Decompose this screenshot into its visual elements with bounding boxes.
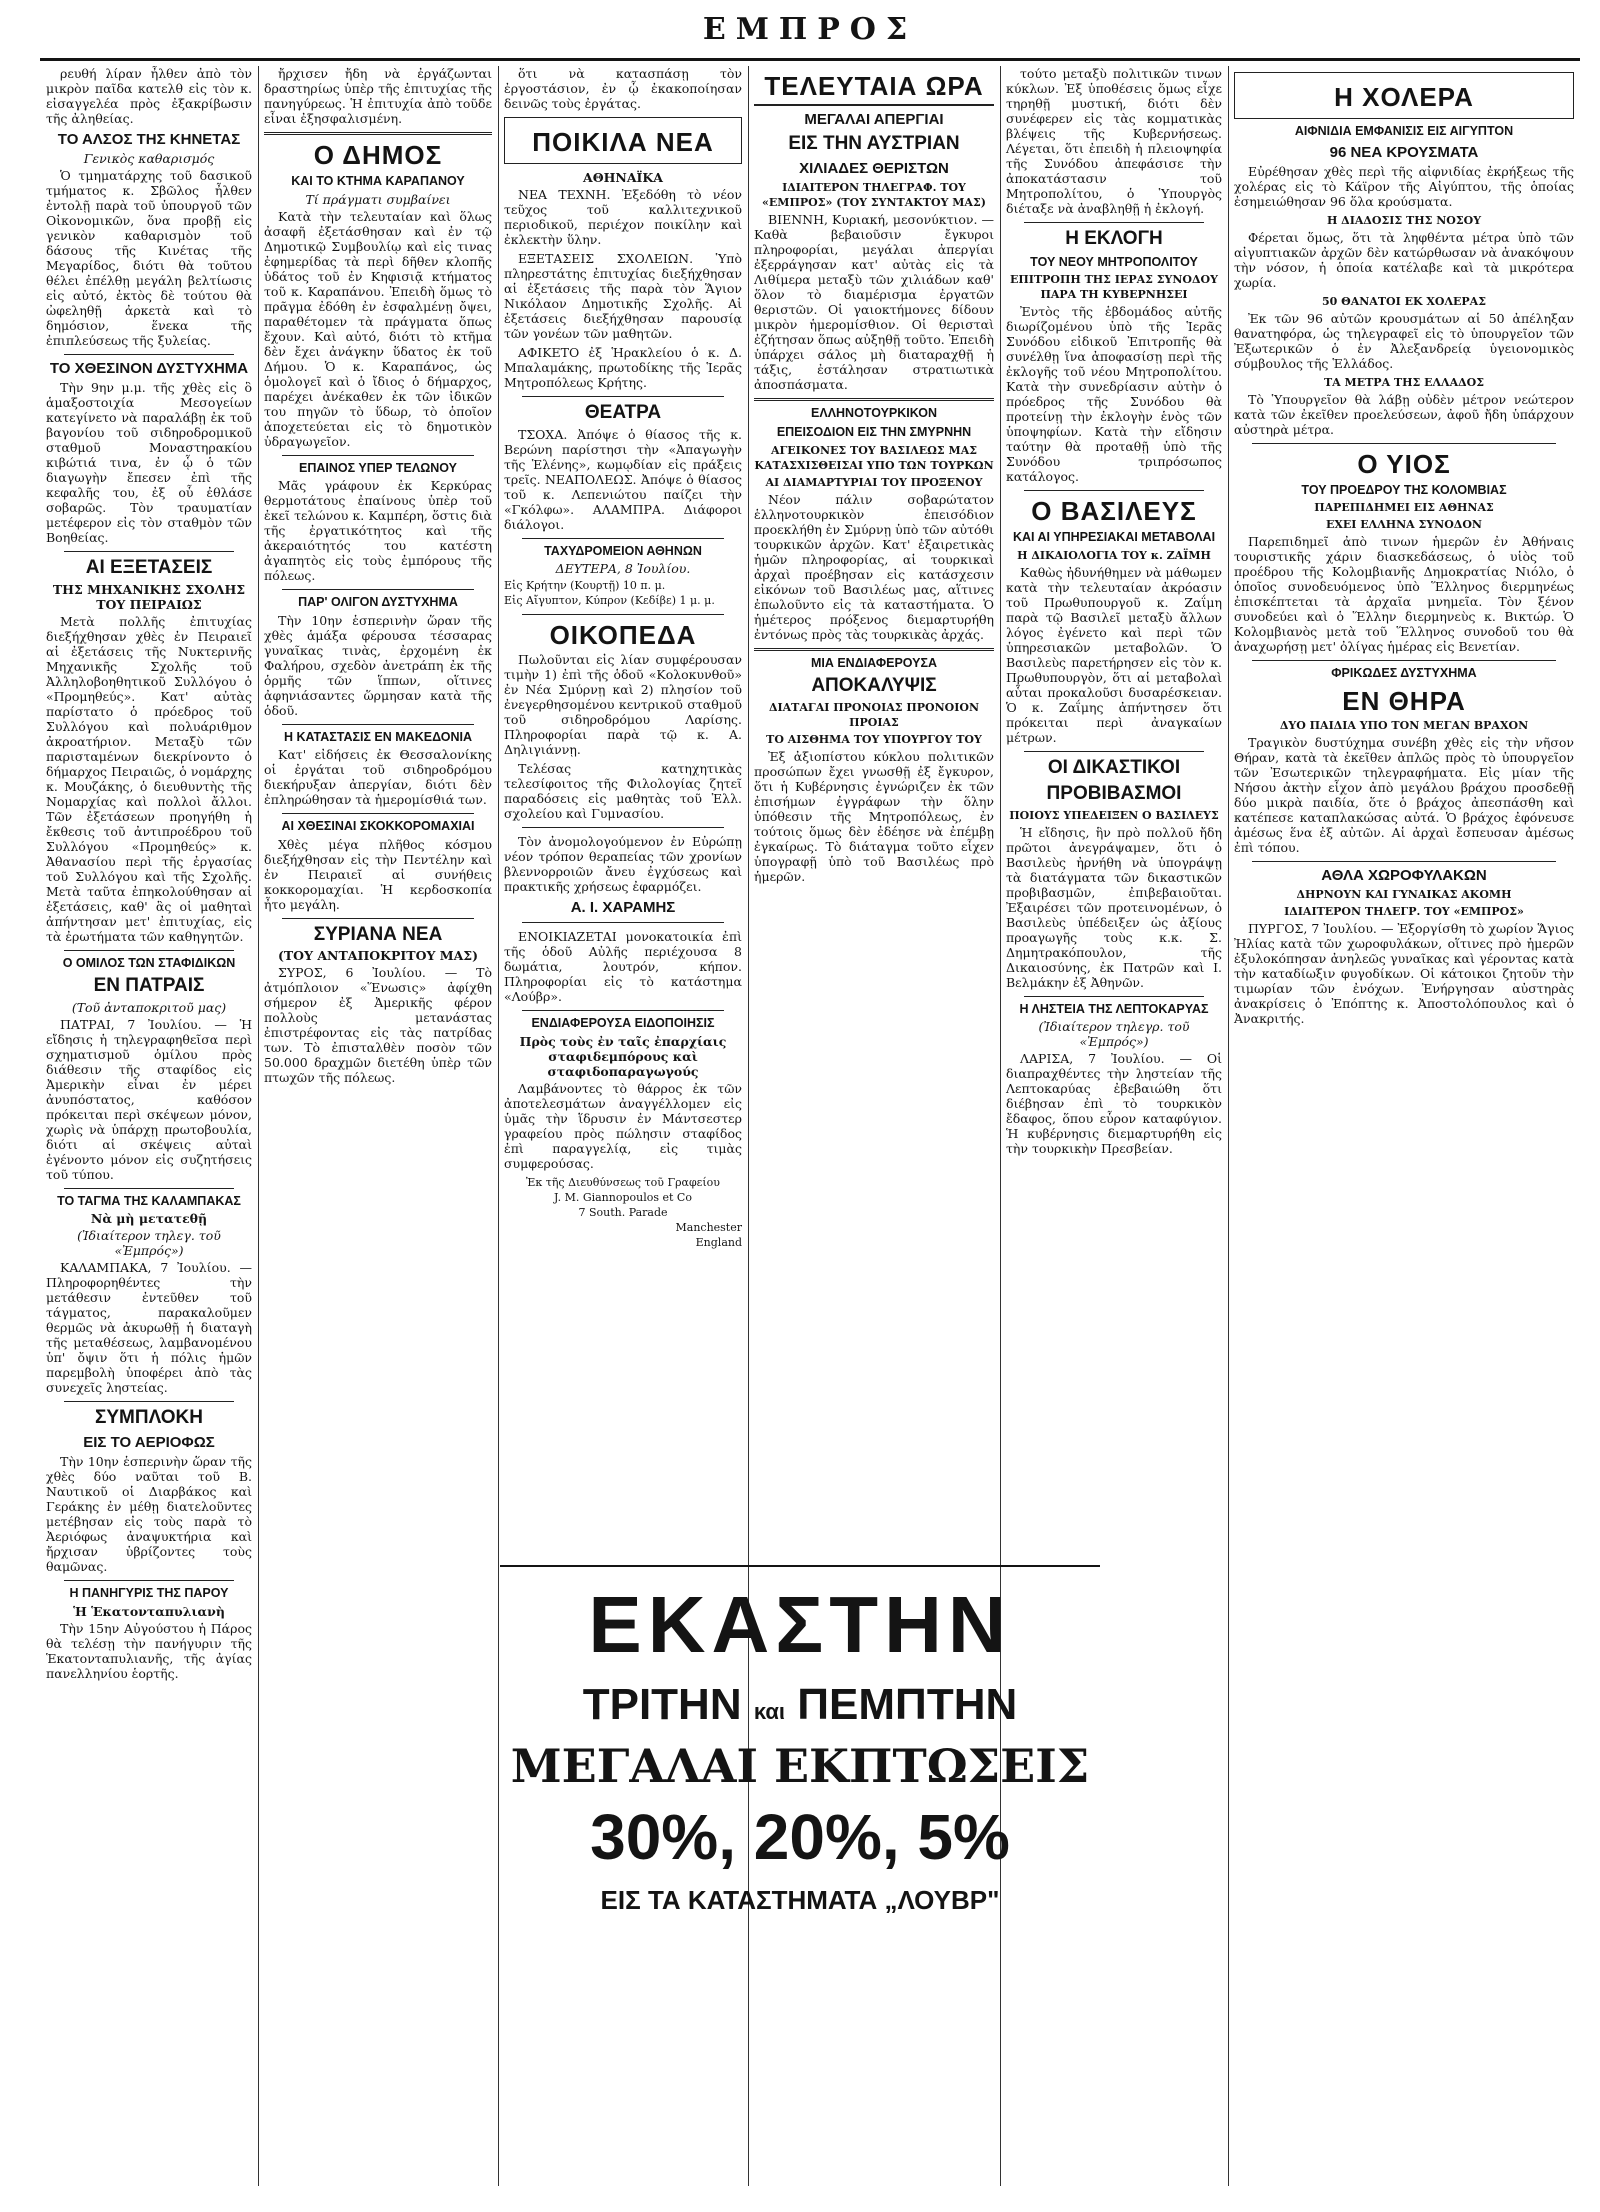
headline: ΧΙΛΙΑΔΕΣ ΘΕΡΙΣΤΩΝ	[799, 159, 949, 177]
divider	[1252, 443, 1556, 444]
divider	[64, 354, 234, 355]
headline: Η ΕΚΛΟΓΗ	[1065, 228, 1163, 249]
subheadline: (ΤΟΥ ΑΝΤΑΠΟΚΡΙΤΟΥ ΜΑΣ)	[277, 948, 479, 964]
divider	[64, 1188, 234, 1189]
article-text: Τὴν 9ην μ.μ. τῆς χθὲς εἰς ὃ ἁμαξοστοιχία Μεσογείων κατεγίνετο νὰ παραλάβῃ ἐκ τοῦ βαγονίου τοῦ σιδηροδρομικοῦ σταθμοῦ Μοναστηρακίου κιβώτιά τινα, ἐν ᾧ ὁ τῶν διαγωγὴν ἔπεσεν ἐπὶ τῆς κεφαλῆς του, ἐξ οὗ ἐθλάσε σοβαρῶς. Τὸν τραυματίαν μετέφερον εἰς τὸν σταθμὸν τῶν Βοηθείας.	[46, 380, 252, 546]
divider	[282, 455, 474, 456]
article-text: Ἐκ τῶν 96 αὐτῶν κρουσμάτων αἱ 50 ἀπέληξαν θανατηφόρα, ὡς τηλεγραφεῖ εἰς τὸ ὑπουργεῖον τῶν Ἐξωτερικῶν ὁ ἐν Ἀλεξανδρείᾳ ὑγειονομικὸς σύμβουλος τῆς Ἑλλάδος.	[1234, 310, 1574, 371]
headline: ΕΝ ΠΑΤΡΑΙΣ	[93, 975, 205, 997]
masthead	[40, 8, 1580, 61]
article-text: Τελέσας κατηχητικὰς τελεσίφοιτος τῆς Φιλολογίας ζητεῖ παραδόσεις εἰς μαθητὰς τοῦ Ἑλλ. σχολείου καὶ Γυμνασίου.	[504, 761, 742, 822]
headline: Η ΧΟΛΕΡΑ	[1334, 82, 1474, 112]
schedule-line: Εἰς Αἴγυπτον, Κύπρον (Κεδίβε) 1 μ. μ.	[504, 594, 715, 608]
article-text: Φέρεται ὅμως, ὅτι τὰ ληφθέντα μέτρα ὑπὸ τῶν αἰγυπτιακῶν ἀρχῶν δὲν κατώρθωσαν νὰ ἀνακόψουν τὴν νόσον, ἡ ὁποία κατέλαβε καὶ τὰ μικρότερα χωρία.	[1234, 229, 1574, 290]
subheadline: Νὰ μὴ μετατεθῇ	[90, 1211, 208, 1227]
newspaper-title: ΕΜΠΡΟΣ	[702, 12, 918, 47]
article-text: Τὸν ἀνομολογούμενον ἐν Εὐρώπῃ νέον τρόπον θεραπείας τῶν χρονίων βλεννορροιῶν ἄνευ ἐγχύσεως καὶ πρακτικῆς χρήσεως ἐφαρμόζει.	[504, 834, 742, 895]
divider	[64, 1580, 234, 1581]
headline: 96 ΝΕΑ ΚΡΟΥΣΜΑΤΑ	[1329, 143, 1479, 161]
article-text: ἤρχισεν ἤδη νὰ ἐργάζωνται δραστηρίως ὑπὲρ τῆς ἐπιτυχίας τῆς πανηγύρεως. Ἡ ἐπιτυχία ἀπὸ τοῦδε εἶναι ἐξησφαλισμένη.	[264, 66, 492, 126]
article-text: ὅτι νὰ κατασπάσῃ τὸν ἐργοστάσιον, ἐν ᾧ ἐκακοποίησαν δεινῶς τοὺς ἐργάτας.	[504, 66, 742, 111]
divider	[522, 538, 724, 539]
divider	[64, 551, 234, 552]
article-text: Τὴν 10ην ἑσπερινὴν ὥραν τῆς χθὲς ἁμάξα φέρουσα τέσσαρας γυναῖκας τινὰς, ἐρχομένη ἐκ Φαλήρου, σχεδὸν ἀνετράπη ἐκ τῆς ὁρμῆς τῶν ἵππων, οἵτινες ἀφηνιάσαντες ὥρμησαν κατὰ τῆς ὁδοῦ.	[264, 612, 492, 718]
divider	[1024, 751, 1204, 752]
signature-line: 7 South. Parade	[578, 1205, 668, 1219]
subheadline: ΤΑ ΜΕΤΡΑ ΤΗΣ ΕΛΛΑΔΟΣ	[1324, 375, 1484, 389]
article-text: Μᾶς γράφουν ἐκ Κερκύρας θερμοτάτους ἐπαίνους ὑπὲρ τοῦ ἐκεῖ τελώνου κ. Καμπέρη, ὅστις διὰ τῆς ἐργατικότητος καὶ τῆς ἀκεραιότητός του κατέστη ἀγαπητὸς εἰς τοὺς ἐμπόρους τῆς πόλεως.	[264, 478, 492, 584]
subheadline: ΤΟ ΑΙΣΘΗΜΑ ΤΟΥ ΥΠΟΥΡΓΟΥ ΤΟΥ	[766, 732, 982, 746]
headline: ΕΠΕΙΣΟΔΙΟΝ ΕΙΣ ΤΗΝ ΣΜΥΡΝΗΝ	[776, 425, 972, 440]
divider	[522, 827, 724, 828]
headline: ΠΑΡ' ΟΛΙΓΟΝ ΔΥΣΤΥΧΗΜΑ	[298, 595, 458, 610]
subheadline: Πρὸς τοὺς ἐν ταῖς ἐπαρχίαις σταφιδεμπόρους καὶ σταφιδοπαραγωγούς	[519, 1033, 727, 1079]
headline: ΑΙ ΧΘΕΣΙΝΑΙ ΣΚΟΚΚΟΡΟΜΑΧΙΑΙ	[281, 819, 475, 834]
headline: ΕΛΛΗΝΟΤΟΥΡΚΙΚΟΝ	[811, 405, 937, 420]
subheadline: ΔΕΥΤΕΡΑ, 8 Ἰουλίου.	[555, 561, 691, 577]
headline: Ο ΒΑΣΙΛΕΥΣ	[1031, 496, 1197, 527]
headline: ΕΝ ΘΗΡΑ	[1342, 685, 1466, 716]
article-text: Καθὼς ἠδυνήθημεν νὰ μάθωμεν κατὰ τὴν τελευταίαν ἀκρόασιν τοῦ Πρωθυπουργοῦ κ. Ζαΐμη παρὰ τῷ Βασιλεῖ μεταξὺ ἄλλων λόγος ἐγένετο καὶ περὶ τῶν ὑπηρεσιακῶν μεταβολῶν. Ὁ Βασιλεὺς παρετήρησεν εἰς τὸν κ. Πρωθυπουργὸν, ὅτι αἱ μεταβολαὶ αὗται προκαλοῦσι δυσαρέσκειαν. Ὁ κ. Ζαΐμης ἀπήντησεν ὅτι πρόκειται περὶ ἀναγκαίων μέτρων.	[1006, 564, 1222, 745]
headline: ΠΡΟΒΙΒΑΣΜΟΙ	[1046, 783, 1182, 805]
subheadline: ΔΗΡΝΟΥΝ ΚΑΙ ΓΥΝΑΙΚΑΣ ΑΚΟΜΗ	[1296, 888, 1512, 902]
article-text: Εὐρέθησαν χθὲς περὶ τῆς αἰφνιδίας ἐκρήξεως τῆς χολέρας εἰς τὸ Κάϊρον τῆς Αἰγύπτου, τῆς ὁποίας ἐσημειώθησαν 96 ὅλα κρούσματα.	[1234, 163, 1574, 209]
headline: ΣΥΜΠΛΟΚΗ	[94, 1407, 203, 1429]
article-text: Νέον πάλιν σοβαρώτατον ἑλληνοτουρκικὸν ἐπεισόδιον προεκλήθη ἐν Σμύρνῃ ὑπὸ τῶν αὐτόθι τουρκικῶν ἀρχῶν. Κατ' ἐξαιρετικὰς ἡμῶν πληροφορίας, αἱ τουρκικαὶ ἀρχαὶ προέβησαν εἰς κατάσχεσιν εἰκόνων τοῦ Βασιλέως μας, αἵτινες ἐπωλοῦντο εἰς τὰ καταστήματα. Ὁ ἡμέτερος πρόξενος διεμαρτυρήθη ἐντόνως πρὸς τὰς τουρκικὰς ἀρχάς.	[754, 491, 994, 642]
headline: ΟΙΚΟΠΕΔΑ	[549, 620, 697, 651]
divider	[754, 648, 994, 651]
subheadline: ΔΥΟ ΠΑΙΔΙΑ ΥΠΟ ΤΟΝ ΜΕΓΑΝ ΒΡΑΧΟΝ	[1279, 718, 1529, 732]
ad-line-percentages: 30%, 20%, 5%	[590, 1801, 1010, 1873]
article-text: Ἐντὸς τῆς ἑβδομάδος αὐτῆς διωρίζομένου ὑπὸ τῆς Ἱερᾶς Συνόδου εἰδικοῦ Ἐπιτροπῆς θὰ συνέλθῃ ἵνα ἀποφασίσῃ περὶ τῆς ἐκλογῆς τοῦ νέου Μητροπολίτου. Κατὰ τὴν συνεδρίασιν αὐτὴν ὁ πρόεδρος τῆς Συνόδου θὰ προτείνῃ τὴν ἐκλογὴν ἑνὸς τῶν ὑποψηφίων. Κατὰ τὴν εἴδησιν ταύτην θὰ προταθῇ ὑπὸ τῆς Συνόδου τριπρόσωπος κατάλογος.	[1006, 304, 1222, 485]
subheadline: ΠΟΙΟΥΣ ΥΠΕΔΕΙΞΕΝ Ο ΒΑΣΙΛΕΥΣ	[1009, 808, 1219, 822]
divider	[282, 724, 474, 725]
section-box	[1234, 72, 1574, 119]
headline: ΣΥΡΙΑΝΑ ΝΕΑ	[313, 923, 443, 945]
headline: ΦΡΙΚΩΔΕΣ ΔΥΣΤΥΧΗΜΑ	[1331, 666, 1477, 681]
divider	[64, 950, 234, 951]
article-text: ΠΥΡΓΟΣ, 7 Ἰουλίου. — Ἐξοργίσθη τὸ χωρίον Ἅγιος Ἠλίας κατὰ τῶν χωροφυλάκων, οἵτινες πρὸ ἡμερῶν ἐξυλοκόπησαν ἀνηλεῶς γυναῖκας καὶ γέροντας κατὰ τὴν καταδίωξιν φυγοδίκων. Οἱ κάτοικοι ζητοῦν τὴν τιμωρίαν τῶν ἐνόχων. Ἐνήργησαν αὐστηρὰς ἀνακρίσεις ὁ Ἐπόπτης κ. Ἀποστολόπουλος καὶ ὁ Ἀνακριτής.	[1234, 921, 1574, 1027]
headline: ΕΙΣ ΤΗΝ ΑΥΣΤΡΙΑΝ	[788, 133, 960, 155]
article-text: Τὴν 15ην Αὐγούστου ἡ Πάρος θὰ τελέσῃ τὴν πανήγυριν τῆς Ἑκατονταπυλιανῆς, τῆς ἀγίας πανελληνίου ἑορτῆς.	[46, 1620, 252, 1681]
headline: ΘΕΑΤΡΑ	[584, 402, 662, 424]
louvre-advertisement	[500, 1565, 1100, 2187]
divider	[282, 589, 474, 590]
divider	[522, 922, 724, 923]
headline: ΚΑΙ ΑΙ ΥΠΗΡΕΣΙΑΚΑΙ ΜΕΤΑΒΟΛΑΙ	[1012, 530, 1216, 545]
ad-day-tuesday: ΤΡΙΤΗΝ	[582, 1680, 742, 1729]
article-text: ΝΕΑ ΤΕΧΝΗ. Ἐξεδόθη τὸ νέον τεῦχος τοῦ καλλιτεχνικοῦ περιοδικοῦ, περιέχον ποικίλην καὶ ἐκλεκτὴν ὕλην.	[504, 187, 742, 248]
article-text: Κατὰ τὴν τελευταίαν καὶ ὅλως ἀσαφῆ ἐξετάσθησαν καὶ ἐν τῷ Δημοτικῷ Συμβουλίῳ καὶ εἰς τινας ἐφημερίδας τὰ περὶ δῆθεν κλοπῆς ὑδάτος τοῦ ἐν Κηφισιᾷ κτήματος τοῦ κ. Καραπάνου. Ἐπειδὴ ὅμως τὸ πρᾶγμα ἐδόθη ἐν ἐσφαλμένῃ ὄψει, παραθέτομεν τὰ πράγματα ὅπως ἔχουν. Καὶ αὐτό, διότι τὸ κτῆμα δὲν ἔχει ἀνάγκην ὕδατος ἐκ τοῦ Δήμου. Ὁ κ. Καραπάνος, ὡς ὁμολογεῖ καὶ ὁ ἴδιος ὁ δήμαρχος, παρέχει ἀνέκαθεν ἐκ τῶν ἰδικῶν του πηγῶν τὸ ὕδωρ, τὸ ὁποῖον ἀποχετεύεται εἰς τὸ δημοτικὸν ὑδραγωγεῖον.	[264, 208, 492, 449]
subheadline: Ἡ Ἑκατονταπυλιανὴ	[73, 1603, 225, 1619]
subheadline: ΙΔΙΑΙΤΕΡΟΝ ΤΗΛΕΓΡ. ΤΟΥ «ΕΜΠΡΟΣ»	[1284, 905, 1524, 919]
headline: ΤΟΥ ΠΡΟΕΔΡΟΥ ΤΗΣ ΚΟΛΟΜΒΙΑΣ	[1301, 482, 1507, 497]
headline: Ο ΥΙΟΣ	[1357, 448, 1451, 479]
headline: ΕΠΑΙΝΟΣ ΥΠΕΡ ΤΕΛΩΝΟΥ	[299, 460, 457, 475]
headline: Ο ΔΗΜΟΣ	[313, 140, 443, 170]
subheadline: ΠΑΡΕΠΙΔΗΜΕΙ ΕΙΣ ΑΘΗΝΑΣ	[1314, 501, 1494, 515]
subheadline: ΕΧΕΙ ΕΛΛΗΝΑ ΣΥΝΟΔΟΝ	[1326, 518, 1482, 532]
article-text: ΕΞΕΤΑΣΕΙΣ ΣΧΟΛΕΙΩΝ. Ὑπὸ πληρεστάτης ἐπιτυχίας διεξήχθησαν αἱ ἐξετάσεις τῆς παρὰ τὸν Ἅγιον Νικόλαον Δημοτικῆς Σχολῆς. Αἱ ἐξετάσεις διεξήχθησαν παρουσίᾳ τῶν γονέων τῶν μαθητῶν.	[504, 251, 742, 342]
article-text: τούτο μεταξὺ πολιτικῶν τινων κύκλων. Ἐξ ὑποθέσεις ὅμως εἶχε τηρηθῇ μυστική, διότι δὲν συνέφερεν εἰς τὰς κομματικὰς βλέψεις τῆς Κυβερνήσεως. Λέγεται, ὅτι ἐπειδὴ ἡ πλειοψηφία τῆς Συνόδου ἀπεφάσισε τὴν ἀποκατάστασιν τοῦ Μητροπολίτου, ὁ Ὑπουργὸς διέταξε νὰ ἀναβληθῇ ἡ ἐκλογή.	[1006, 66, 1222, 216]
article-text: ΕΝΟΙΚΙΑΖΕΤΑΙ μονοκατοικία ἐπὶ τῆς ὁδοῦ Αὐλῆς περιέχουσα 8 δωμάτια, λουτρόν, κήπον. Πληροφορίαι εἰς τὸ κατάστημα «Λούβρ».	[504, 929, 742, 1005]
article-text: Τὸ Ὑπουργεῖον θὰ λάβῃ οὐδὲν μέτρον νεώτερον κατὰ τῶν ἐκεῖθεν προελεύσεων, ἀφοῦ ἤδη ὑπάρχουν αὐστηρὰ μέτρα.	[1234, 391, 1574, 437]
divider	[522, 396, 724, 397]
article-text: Τραγικὸν δυστύχημα συνέβη χθὲς εἰς τὴν νῆσον Θήραν, κατὰ τὰ ἐκεῖθεν ἀπλῶς πρὸς τὸ ὑπουργεῖον τῶν Ἐσωτερικῶν τηλεγραφήματα. Εἰς μίαν τῆς Νήσου ἀκτὴν εἶχον ἀπὸ μεγάλου βράχου προσδεθῇ δύο μικρὰ παιδία, ὅτε ὁ βράχος ἀπεσπάσθη καὶ κατέπεσε καταπλακώσας αὐτά. Ὁ βράχος ἐφόνευσε ἀμέσως ἕνα ἐξ αὐτῶν. Αἱ ἀρχαὶ ἔσπευσαν ἀμέσως ἐπὶ τόπου.	[1234, 734, 1574, 855]
divider	[1024, 996, 1204, 997]
headline: ΤΟ ΑΛΣΟΣ ΤΗΣ ΚΗΝΕΤΑΣ	[57, 131, 241, 148]
article-text: ΛΑΡΙΣΑ, 7 Ἰουλίου. — Οἱ διαπραχθέντες τὴν ληστείαν τῆς Λεπτοκαρύας ἐβεβαιώθη ὅτι διέβησαν ἐπὶ τὸ τουρκικὸν ἔδαφος, ὅπου εὗρον καταφύγιον. Ἡ κυβέρνησις διεμαρτυρήθη εἰς τὴν τουρκικὴν Πρεσβείαν.	[1006, 1051, 1222, 1157]
ad-line-days	[500, 1680, 1100, 1729]
article-text: Μετὰ πολλῆς ἐπιτυχίας διεξήχθησαν χθὲς ἐν Πειραιεῖ αἱ ἐξετάσεις τῆς Νυκτερινῆς Μηχανικῆς Σχολῆς τοῦ Ἀλληλοβοηθητικοῦ Συλλόγου ὁ «Προμηθεύς». Κατ' αὐτὰς παρίστατο ὁ πρόεδρος τοῦ Συλλόγου καὶ πολυάριθμον ἀκροατήριον. Μεταξὺ τῶν παρισταμένων διεκρίνοντο ὁ δήμαρχος Πειραιῶς, ὁ νομάρχης κ. Μουζάκης, ὁ διευθυντὴς τῆς Νομαρχίας καὶ πολλοὶ ἄλλοι. Τῶν ἐξετάσεων προηγήθη ἡ ἔκθεσις τοῦ ἀντιπροέδρου τοῦ Συλλόγου «Προμηθεύς» κ. Ἀθανασίου περὶ τῆς ἐργασίας τοῦ Συλλόγου καὶ τῆς Σχολῆς. Μετὰ ταῦτα ἐπηκολούθησαν αἱ ἐξετάσεις, καθ' ἃς οἱ μαθηταὶ ἀπήντησαν μετ' ἐπιτυχίας, εἰς τὰ ἐρωτήματα τῶν καθηγητῶν.	[46, 613, 252, 944]
divider	[1252, 660, 1556, 661]
subheadline: Η ΔΙΚΑΙΟΛΟΓΙΑ ΤΟΥ κ. ΖΑΪΜΗ	[1017, 548, 1211, 562]
subheadline: (Ἰδιαίτερον τηλεγρ. τοῦ «Ἐμπρός»)	[1038, 1019, 1190, 1050]
headline: ΤΑΧΥΔΡΟΜΕΙΟΝ ΑΘΗΝΩΝ	[544, 543, 702, 558]
article-text: ΤΣΟΧΑ. Ἀπόψε ὁ θίασος τῆς κ. Βερώνη παρίστησι τὴν «Ἀπαγωγὴν τῆς Ἑλένης», κωμῳδίαν εἰς πράξεις τρεῖς. ΝΕΑΠΟΛΕΩΣ. Ἀπόψε ὁ θίασος τοῦ κ. Λεπενιώτου παίζει τὴν «Γκόλφω». ΑΛΑΜΠΡΑ. Διάφοροι διάλογοι.	[504, 426, 742, 532]
article-text: ρευθή λίραν ἦλθεν ἀπὸ τὸν μικρὸν παῖδα κατελθ εἰς τὸν κ. εἰσαγγελέα πρὸς ἐξακρίβωσιν τῆς ἀληθείας.	[46, 66, 252, 126]
ad-connector: και	[753, 1699, 786, 1724]
subheadline: Τί πράγματι συμβαίνει	[305, 191, 451, 207]
article-text: ΚΑΛΑΜΠΑΚΑ, 7 Ἰουλίου. — Πληροφορηθέντες τὴν μετάθεσιν ἐντεῦθεν τοῦ τάγματος, παρακαλοῦμεν θερμῶς νὰ ἀκυρωθῇ ἡ διαταγὴ τῆς μεταθέσεως, λαμβανομένου ὑπ' ὄψιν ὅτι ἡ πόλις ἡμῶν παρεμβολὴ ὑποφέρει ἀπὸ τὰς συνεχεῖς ληστείας.	[46, 1260, 252, 1396]
subheadline: ΔΙΑΤΑΓΑΙ ΠΡΟΝΟΙΑΣ ΠΡΟΝΟΙΟΝ ΠΡΟΙΑΣ	[768, 700, 980, 729]
article-text: Ἐξ ἀξιοπίστου κύκλου πολιτικῶν προσώπων ἔχει γνωσθῇ ἐξ ἔγκυρον, ὅτι ἡ Κυβέρνησις ἐγνώριζεν ἐκ τῶν ἐπισήμων ἐγγράφων τὴν ὅλην ὑπόθεσιν τῆς Μητροπόλεως, ἐν τούτοις ὅμως δὲν ἐδέησε νὰ ἐπέμβῃ ἐγκαίρως. Τὸ διάταγμα τοῦτο εἶχεν ὑπογραφῇ ὑπὸ τοῦ Βασιλέως πρὸ ἡμερῶν.	[754, 748, 994, 884]
ad-line-stores: ΕΙΣ ΤΑ ΚΑΤΑΣΤΗΜΑΤΑ „ΛΟΥΒΡ"	[600, 1885, 1000, 1915]
article-text: ΣΥΡΟΣ, 6 Ἰουλίου. — Τὸ ἀτμόπλοιον «Ἕνωσις» ἀφίχθη σήμερον ἐξ Ἀμερικῆς φέρον πολλοὺς μετανάστας ἐπιστρέφοντας εἰς τὰς πατρίδας των. Τὸ ἐπισταλθὲν ποσὸν τῶν 50.000 δραχμῶν διετέθη ὑπὲρ τῶν πτωχῶν τῆς πόλεως.	[264, 965, 492, 1086]
signature-line: Ἐκ τῆς Διευθύνσεως τοῦ Γραφείου	[525, 1175, 720, 1189]
headline: ΑΘΛΑ ΧΩΡΟΦΥΛΑΚΩΝ	[1321, 866, 1487, 884]
subheadline: ΙΔΙΑΙΤΕΡΟΝ ΤΗΛΕΓΡΑΦ. ΤΟΥ «ΕΜΠΡΟΣ» (ΤΟΥ ΣΥΝΤΑΚΤΟΥ ΜΑΣ)	[762, 180, 986, 209]
article-text: ΑΦΙΚΕΤΟ ἐξ Ἡρακλείου ὁ κ. Δ. Μπαλαμάκης, πρωτοδίκης τῆς Ἱερᾶς Μητροπόλεως Κρήτης.	[504, 345, 742, 391]
divider	[1024, 490, 1204, 491]
headline: Η ΠΑΝΗΓΥΡΙΣ ΤΗΣ ΠΑΡΟΥ	[69, 1586, 229, 1601]
article-text: Παρεπιδημεῖ ἀπὸ τινων ἡμερῶν ἐν Ἀθήναις τουριστικῆς χάριν διασκεδάσεως, ὁ υἱὸς τοῦ προέδρου τῆς Κολομβιανῆς Δημοκρατίας Νιόλο, ὁ ὁποῖος συνοδευόμενος ὑπὸ Ἕλληνος διερμηνέως ἐπισκέπτεται τὰ ἀρχαῖα μνημεῖα. Τὸν ξένον συνοδεύει καὶ ὁ Ἕλλην διερμηνεὺς κ. Βικτώρ. Ὁ Κολομβιανὸς μετὰ τοῦ Ἕλληνος συνοδοῦ του θὰ ἀναχωρήσῃ μετ' ὀλίγας ἡμέρας εἰς Βενετίαν.	[1234, 534, 1574, 655]
article-text: Πωλοῦνται εἰς λίαν συμφέρουσαν τιμὴν 1) ἐπὶ τῆς ὁδοῦ «Κολοκυνθοῦ» ἐν Νέα Σμύρνῃ καὶ 2) πλησίον τοῦ ἐνεγερθησομένου κεντρικοῦ σταθμοῦ τοῦ σιδηροδρόμου Λαρίσης. Πληροφορίαι παρὰ τῷ κ. Α. Δηλιγιάννῃ.	[504, 652, 742, 758]
article-text: Λαμβάνοντες τὸ θάρρος ἐκ τῶν ἀποτελεσμάτων ἀναγγέλλομεν εἰς ὑμᾶς τὴν ἵδρυσιν ἐν Μάντσεστερ γραφείου πρὸς πώλησιν σταφίδος ἐπὶ παραγγελίᾳ, εἰς τιμὰς συμφερούσας.	[504, 1080, 742, 1171]
headline: Η ΚΑΤΑΣΤΑΣΙΣ ΕΝ ΜΑΚΕΔΟΝΙΑ	[284, 729, 472, 744]
advertiser-name: Α. Ι. ΧΑΡΑΜΗΣ	[570, 899, 676, 917]
headline: ΕΙΣ ΤΟ ΑΕΡΙΟΦΩΣ	[83, 1433, 215, 1451]
column-6	[1228, 66, 1580, 2186]
headline: ΑΠΟΚΑΛΥΨΙΣ	[811, 675, 937, 697]
article-text: Ὁ τμηματάρχης τοῦ δασικοῦ τμήματος κ. Σβῶλος ἦλθεν ἐντολῇ παρὰ τοῦ ὑπουργοῦ τῶν Οἰκονομικῶν, ὅνα προβῇ εἰς γενικὸν καθαρισμὸν τοῦ δάσους τῆς Κινέτας τῆς Μεγαρίδος, διότι θὰ τοῦτου θέλει ἐπέλθῃ μεγάλη βελτίωσις εἰς αὐτό, ἐκτὸς δὲ τούτου θὰ ὠφεληθῇ ἀρκετὰ καὶ τὸ δημόσιον, ἕνεκα τῆς ἐπιπλεύσεως τῆς ξυλείας.	[46, 168, 252, 349]
article-text: ΠΑΤΡΑΙ, 7 Ἰουλίου. — Ἡ εἴδησις ἡ τηλεγραφηθεῖσα περὶ σχηματισμοῦ ὁμίλου πρὸς διάθεσιν τῆς σταφίδος εἰς Ἀμερικὴν εἶναι ἐν μέρει ἀνυπόστατος, καθόσον πρόκειται περὶ σκέψεων μόνον, χωρὶς νὰ ὑπάρχῃ πρωτοβουλία, διότι αἱ σκέψεις αὐταὶ ἐγένοντο μόνον εἰς συζητήσεις τοῦ τύπου.	[46, 1016, 252, 1182]
divider	[522, 1010, 724, 1011]
subheadline: (Τοῦ ἀνταποκριτοῦ μας)	[71, 999, 227, 1015]
headline: ΤΟΥ ΝΕΟΥ ΜΗΤΡΟΠΟΛΙΤΟΥ	[1030, 254, 1198, 269]
article-text: Χθὲς μέγα πλῆθος κόσμου διεξήχθησαν εἰς τὴν Πεντέλην καὶ ἐν Πειραιεῖ αἱ συνήθεις κοκκορομαχίαι. Ἡ κερδοσκοπία ἦτο μεγάλη.	[264, 836, 492, 912]
column-3	[498, 66, 748, 1561]
headline: ΟΙ ΔΙΚΑΣΤΙΚΟΙ	[1047, 756, 1181, 778]
signature-line: J. M. Giannopoulos et Co	[554, 1190, 692, 1204]
divider	[1252, 861, 1556, 862]
headline: ΜΙΑ ΕΝΔΙΑΦΕΡΟΥΣΑ	[810, 655, 938, 670]
subheadline: ΤΗΣ ΜΗΧΑΝΙΚΗΣ ΣΧΟΛΗΣ ΤΟΥ ΠΕΙΡΑΙΩΣ	[52, 581, 246, 612]
headline: ΚΑΙ ΤΟ ΚΤΗΜΑ ΚΑΡΑΠΑΝΟΥ	[291, 174, 465, 189]
headline: ΑΙΦΝΙΔΙΑ ΕΜΦΑΝΙΣΙΣ ΕΙΣ ΑΙΓΥΠΤΟΝ	[1294, 124, 1514, 139]
schedule-line: Εἰς Κρήτην (Κουρτῇ) 10 π. μ.	[504, 579, 666, 593]
divider	[282, 918, 474, 919]
subheadline: Γενικὸς καθαρισμός	[83, 151, 215, 167]
ad-day-thursday: ΠΕΜΠΤΗΝ	[797, 1680, 1018, 1729]
ad-line-discounts: ΜΕΓΑΛΑΙ ΕΚΠΤΩΣΕΙΣ	[510, 1739, 1090, 1793]
article-text: Ἡ εἴδησις, ἣν πρὸ πολλοῦ ἤδη πρῶτοι ἀνεγράψαμεν, ὅτι ὁ Βασιλεὺς ἠρνήθη νὰ ὑπογράψῃ τὰ διατάγματα τῶν δικαστικῶν προβιβασμῶν, ἐπιβεβαιοῦται. Ἐξαιρέσει τῶν προτεινομένων, ὁ Βασιλεὺς ὑπέδειξεν ὡς ἀξίους προαγωγῆς τοὺς κ.κ. Σ. Δημητρακόπουλον, τῆς Δικαιοσύνης, ἐκ Πατρῶν καὶ Ι. Βελμάκην ἐξ Ἀθηνῶν.	[1006, 824, 1222, 990]
divider	[264, 132, 492, 135]
subheadline: (Ἰδιαίτερον τηλεγ. τοῦ «Ἐμπρός»)	[77, 1228, 221, 1259]
article-text: ΒΙΕΝΝΗ, Κυριακή, μεσονύκτιον. — Καθὰ βεβαιοῦσιν ἔγκυροι πληροφορίαι, μεγάλαι ἀπεργίαι ἐξερράγησαν κατ' αὐτὰς εἰς τὰ Λιθίμερα μεταξὺ τῶν χιλιάδων καθ' ὅλον τὸ διαμέρισμα ἐργατῶν θεριστῶν. Οἱ γαιοκτήμονες δίδουν μικρὸν ἡμερομίσθιον. Οἱ θερισταὶ ἐζήτησαν ὅπως αὐξηθῇ τοῦτο. Ἐπειδὴ ὑπάρχει σάλος μὴ διαταραχθῇ ἡ τάξις, ἐστάλησαν στρατιωτικὰ ἀποσπάσματα.	[754, 211, 994, 392]
column-4	[748, 66, 1000, 1561]
headline: ΑΙ ΕΞΕΤΑΣΕΙΣ	[85, 557, 213, 579]
headline: ΠΟΙΚΙΛΑ ΝΕΑ	[532, 127, 714, 157]
subheadline: 50 ΘΑΝΑΤΟΙ ΕΚ ΧΟΛΕΡΑΣ	[1322, 294, 1486, 308]
divider	[754, 398, 994, 401]
headline: ΤΟ ΤΑΓΜΑ ΤΗΣ ΚΑΛΑΜΠΑΚΑΣ	[57, 1193, 241, 1208]
column-2	[258, 66, 498, 2186]
subheadline: ΑΓΕΙΚΟΝΕΣ ΤΟΥ ΒΑΣΙΛΕΩΣ ΜΑΣ ΚΑΤΑΣΧΙΣΘΕΙΣΑΙ ΥΠΟ ΤΩΝ ΤΟΥΡΚΩΝ	[754, 443, 994, 472]
divider	[1024, 222, 1204, 223]
headline: ΤΕΛΕΥΤΑΙΑ ΩΡΑ	[754, 72, 994, 106]
subheadline: ΑΙ ΔΙΑΜΑΡΤΥΡΙΑΙ ΤΟΥ ΠΡΟΞΕΝΟΥ	[765, 475, 983, 489]
ad-line-every: ΕΚΑΣΤΗΝ	[588, 1580, 1012, 1669]
headline: Η ΛΗΣΤΕΙΑ ΤΗΣ ΛΕΠΤΟΚΑΡΥΑΣ	[1019, 1001, 1209, 1016]
article-text: Κατ' εἰδήσεις ἐκ Θεσσαλονίκης οἱ ἐργάται τοῦ σιδηροδρόμου διεκήρυξαν ἀπεργίαν, διότι δὲν ἐπληρώθησαν τὰ ἡμερομίσθιά των.	[264, 747, 492, 808]
subheadline: ΑΘΗΝΑΪΚΑ	[583, 170, 663, 186]
subheadline: Η ΔΙΑΔΟΣΙΣ ΤΗΣ ΝΟΣΟΥ	[1326, 213, 1482, 227]
section-box	[504, 117, 742, 164]
column-1	[40, 66, 258, 2186]
signature-line: Manchester	[675, 1220, 742, 1234]
headline: ΜΕΓΑΛΑΙ ΑΠΕΡΓΙΑΙ	[804, 111, 944, 129]
divider	[282, 813, 474, 814]
headline: Ο ΟΜΙΛΟΣ ΤΩΝ ΣΤΑΦΙΔΙΚΩΝ	[62, 955, 236, 970]
subheadline: ΕΠΙΤΡΟΠΗ ΤΗΣ ΙΕΡΑΣ ΣΥΝΟΔΟΥ ΠΑΡΑ ΤΗ ΚΥΒΕΡΝΗΣΕΙ	[1010, 273, 1218, 302]
divider	[64, 1401, 234, 1402]
headline: ΤΟ ΧΘΕΣΙΝΟΝ ΔΥΣΤΥΧΗΜΑ	[49, 360, 249, 378]
divider	[522, 614, 724, 615]
article-text: Τὴν 10ην ἑσπερινὴν ὥραν τῆς χθὲς δύο ναῦται τοῦ Β. Ναυτικοῦ οἱ Διαρβάκος καὶ Γεράκης ἐν μέθῃ διατελοῦντες μετέβησαν εἰς τοὺς παρὰ τὸ Ἀεριόφως ἀναψυκτήρια καὶ ἤρχισαν ὑβρίζοντες τοὺς θαμῶνας.	[46, 1454, 252, 1575]
headline: ΕΝΔΙΑΦΕΡΟΥΣΑ ΕΙΔΟΠΟΙΗΣΙΣ	[531, 1016, 715, 1031]
signature-line: England	[695, 1235, 742, 1249]
